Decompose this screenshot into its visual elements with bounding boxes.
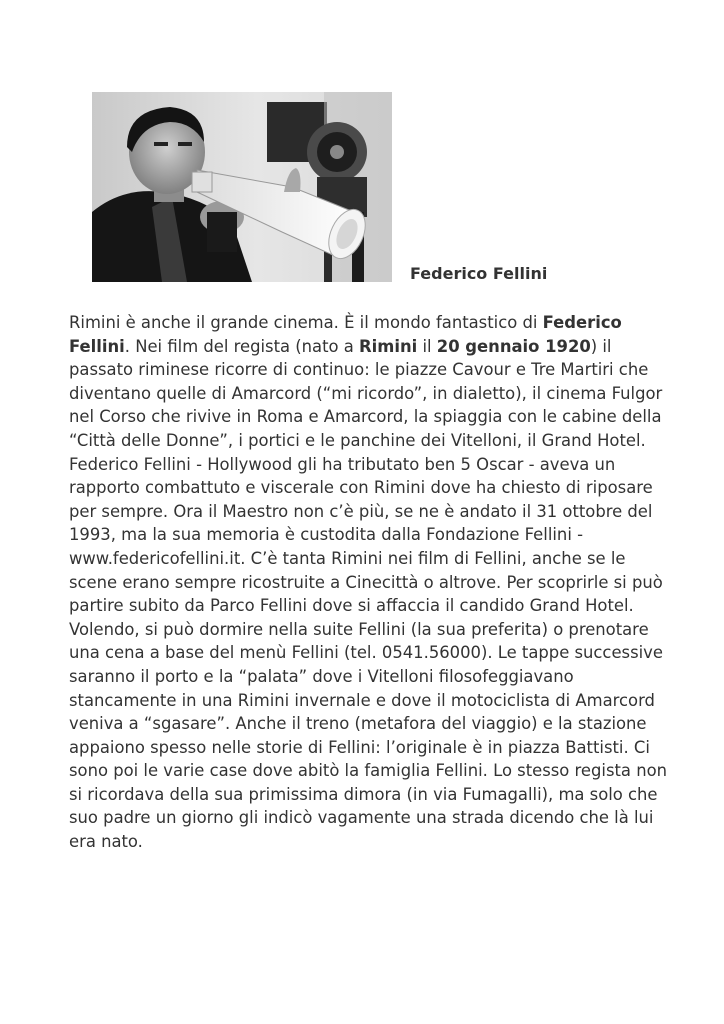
article-text-3: il (417, 336, 437, 356)
article-paragraph (69, 311, 669, 854)
article-bold-date: 20 gennaio 1920 (436, 336, 591, 356)
article-bold-city: Rimini (359, 336, 418, 356)
article-text-4: ) il passato riminese ricorre di continuo: le piazze Cavour e Tre Martiri che diventano quelle di Amarcord (“mi ricordo”, in dialetto), il cinema Fulgor nel Corso che rivive in Roma e Amarcord, la spiaggia con le cabine della “Città delle Donne”, i portici e le panchine dei Vitelloni, il Grand Hotel. Federico Fellini - Hollywood gli ha tributato ben 5 Oscar - aveva un rapporto combattuto e viscerale con Rimini dove ha chiesto di riposare per sempre. Ora il Maestro non c’è più, se ne è andato il 31 ottobre del 1993, ma la sua memoria è custodita dalla Fondazione Fellini -www.federicofellini.it. C’è tanta Rimini nei film di Fellini, anche se le scene erano sempre ricostruite a Cinecittà o altrove. Per scoprirle si può partire subito da Parco Fellini dove si affaccia il candido Grand Hotel. Volendo, si può dormire nella suite Fellini (la sua preferita) o prenotare una cena a base del menù Fellini (tel. 0541.56000). Le tappe successive saranno il porto e la “palata” dove i Vitelloni filosofeggiavano stancamente in una Rimini invernale e dove il motociclista di Amarcord veniva a “sgasare”. Anche il treno (metafora del viaggio) e la stazione appaiono spesso nelle storie di Fellini: l’originale è in piazza Battisti. Ci sono poi le varie case dove abitò la famiglia Fellini. Lo stesso regista non si ricordava della sua primissima dimora (in via Fumagalli), ma solo che suo padre un giorno gli indicò vagamente una strada dicendo che là lui era nato. (69, 336, 667, 852)
photo-caption: Federico Fellini (410, 264, 548, 283)
fellini-photo (92, 92, 392, 282)
article-text-1: Rimini è anche il grande cinema. È il mondo fantastico di (69, 313, 543, 332)
article-bold-name: Federico Fellini (69, 313, 622, 356)
portrait-with-megaphone-photo-icon (92, 92, 392, 282)
article-text-2: . Nei film del regista (nato a (124, 336, 360, 356)
